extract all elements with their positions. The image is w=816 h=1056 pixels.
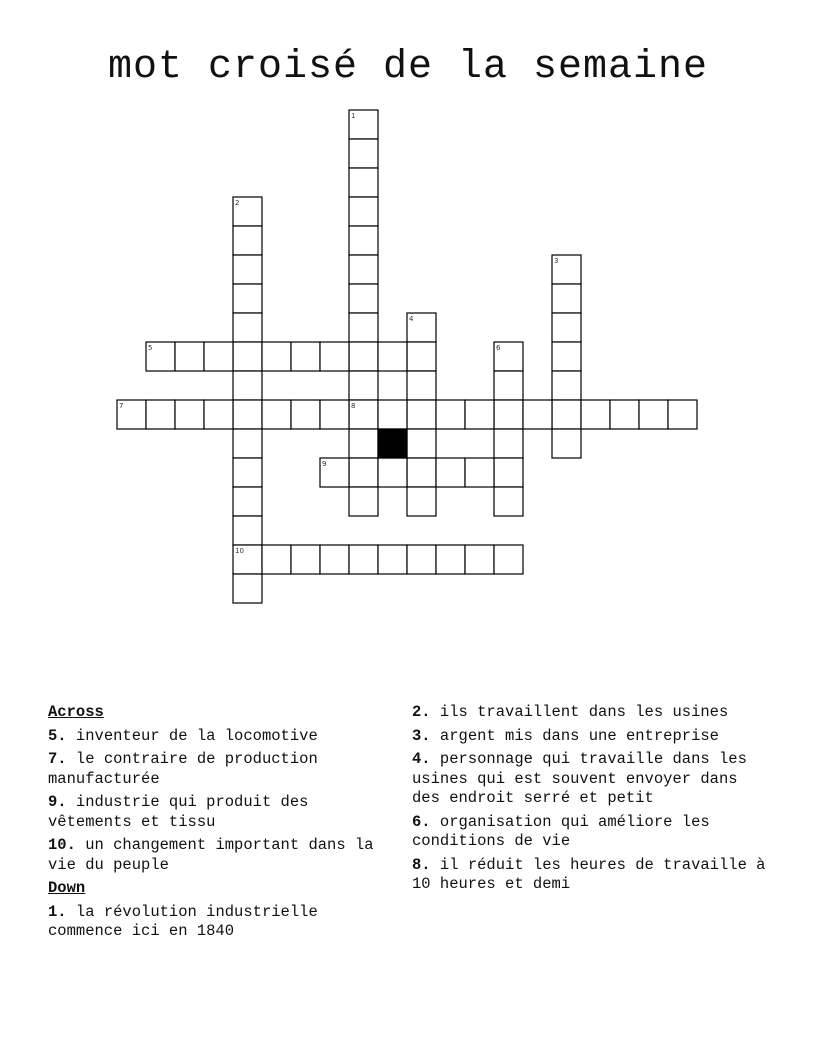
clue-across-7: 7. le contraire de production manufacturée bbox=[48, 750, 318, 788]
grid-cell[interactable] bbox=[378, 400, 407, 429]
grid-cell[interactable] bbox=[349, 545, 378, 574]
grid-cell[interactable] bbox=[233, 371, 262, 400]
grid-cell[interactable] bbox=[349, 226, 378, 255]
grid-cell[interactable] bbox=[465, 545, 494, 574]
grid-cell[interactable] bbox=[465, 458, 494, 487]
grid-cell[interactable] bbox=[552, 400, 581, 429]
clue-down-1: 1. la révolution industrielle commence ici en 1840 bbox=[48, 902, 318, 940]
grid-cell[interactable] bbox=[494, 429, 523, 458]
clue-down-2: 2. ils travaillent dans les usines bbox=[412, 703, 729, 721]
grid-cell[interactable] bbox=[233, 458, 262, 487]
grid-cell[interactable] bbox=[407, 458, 436, 487]
cell-number-4: 4 bbox=[409, 315, 414, 323]
grid-cell[interactable] bbox=[233, 574, 262, 603]
grid-cell[interactable] bbox=[349, 371, 378, 400]
grid-cell[interactable] bbox=[175, 400, 204, 429]
grid-cell[interactable] bbox=[668, 400, 697, 429]
grid-cell[interactable] bbox=[349, 197, 378, 226]
grid-cell[interactable] bbox=[378, 342, 407, 371]
grid-cell[interactable] bbox=[552, 371, 581, 400]
grid-cell[interactable] bbox=[291, 545, 320, 574]
grid-cell[interactable] bbox=[146, 400, 175, 429]
across-header: Across bbox=[48, 703, 104, 721]
cell-number-10: 10 bbox=[235, 547, 244, 555]
grid-cell[interactable] bbox=[407, 371, 436, 400]
clue-across-5: 5. inventeur de la locomotive bbox=[48, 726, 318, 745]
grid-cell[interactable] bbox=[494, 400, 523, 429]
grid-cell[interactable] bbox=[262, 545, 291, 574]
grid-cell[interactable] bbox=[552, 284, 581, 313]
cell-number-6: 6 bbox=[496, 344, 501, 352]
page-title: mot croisé de la semaine bbox=[107, 45, 709, 90]
grid-cell[interactable] bbox=[349, 313, 378, 342]
grid-cell[interactable] bbox=[233, 429, 262, 458]
grid-cell[interactable] bbox=[407, 545, 436, 574]
clues-column-right bbox=[412, 703, 772, 899]
grid-cell[interactable] bbox=[407, 487, 436, 516]
grid-cell[interactable] bbox=[465, 400, 494, 429]
grid-cell[interactable] bbox=[233, 400, 262, 429]
grid-cell[interactable] bbox=[204, 400, 233, 429]
grid-cell[interactable] bbox=[291, 342, 320, 371]
cell-number-1: 1 bbox=[351, 112, 356, 120]
grid-cell[interactable] bbox=[378, 545, 407, 574]
grid-cell[interactable] bbox=[233, 313, 262, 342]
grid-cell[interactable] bbox=[349, 255, 378, 284]
grid-cell[interactable] bbox=[233, 342, 262, 371]
grid-cell[interactable] bbox=[349, 342, 378, 371]
clue-down-8: 8. il réduit les heures de travaille à 10 heures et demi bbox=[412, 855, 766, 893]
grid-cell[interactable] bbox=[233, 487, 262, 516]
cell-number-9: 9 bbox=[322, 460, 327, 468]
clues-column-left bbox=[48, 703, 398, 946]
grid-cell[interactable] bbox=[494, 545, 523, 574]
grid-cell[interactable] bbox=[436, 400, 465, 429]
grid-cell[interactable] bbox=[494, 458, 523, 487]
grid-cell[interactable] bbox=[233, 284, 262, 313]
cell-number-8: 8 bbox=[351, 402, 356, 410]
grid-cell[interactable] bbox=[552, 313, 581, 342]
grid-cell[interactable] bbox=[552, 429, 581, 458]
down-header: Down bbox=[48, 879, 86, 897]
grid-cell[interactable] bbox=[378, 458, 407, 487]
grid-cell[interactable] bbox=[436, 458, 465, 487]
cell-number-7: 7 bbox=[119, 402, 124, 410]
grid-cell[interactable] bbox=[233, 516, 262, 545]
clue-down-4: 4. personnage qui travaille dans les usines qui est souvent envoyer dans des endroit serré et petit bbox=[412, 750, 747, 807]
grid-cell[interactable] bbox=[349, 139, 378, 168]
grid-cell[interactable] bbox=[204, 342, 233, 371]
grid-cell[interactable] bbox=[407, 400, 436, 429]
grid-cell[interactable] bbox=[581, 400, 610, 429]
grid-cell[interactable] bbox=[407, 342, 436, 371]
clue-down-6: 6. organisation qui améliore les conditions de vie bbox=[412, 812, 710, 850]
grid-cell[interactable] bbox=[233, 255, 262, 284]
grid-cell[interactable] bbox=[233, 226, 262, 255]
cell-number-3: 3 bbox=[554, 257, 559, 265]
grid-cell[interactable] bbox=[320, 342, 349, 371]
grid-cell[interactable] bbox=[639, 400, 668, 429]
cell-number-5: 5 bbox=[148, 344, 153, 352]
grid-cell[interactable] bbox=[320, 545, 349, 574]
grid-cell[interactable] bbox=[436, 545, 465, 574]
clue-down-3: 3. argent mis dans une entreprise bbox=[412, 726, 719, 745]
grid-cell[interactable] bbox=[175, 342, 204, 371]
grid-cell[interactable] bbox=[494, 371, 523, 400]
grid-cell[interactable] bbox=[291, 400, 320, 429]
grid-cell[interactable] bbox=[552, 342, 581, 371]
grid-cell[interactable] bbox=[349, 458, 378, 487]
grid-cell[interactable] bbox=[262, 342, 291, 371]
black-cell bbox=[378, 429, 407, 458]
grid-cell[interactable] bbox=[349, 487, 378, 516]
grid-cell[interactable] bbox=[523, 400, 552, 429]
clue-across-10: 10. un changement important dans la vie du peuple bbox=[48, 836, 374, 874]
grid-cell[interactable] bbox=[610, 400, 639, 429]
grid-cell[interactable] bbox=[494, 487, 523, 516]
clue-across-9: 9. industrie qui produit des vêtements et tissu bbox=[48, 793, 309, 831]
grid-cell[interactable] bbox=[407, 429, 436, 458]
grid-cell[interactable] bbox=[349, 284, 378, 313]
grid-cell[interactable] bbox=[349, 429, 378, 458]
grid-cell[interactable] bbox=[349, 168, 378, 197]
grid-cell[interactable] bbox=[262, 400, 291, 429]
grid-cell[interactable] bbox=[320, 400, 349, 429]
cell-number-2: 2 bbox=[235, 199, 240, 207]
